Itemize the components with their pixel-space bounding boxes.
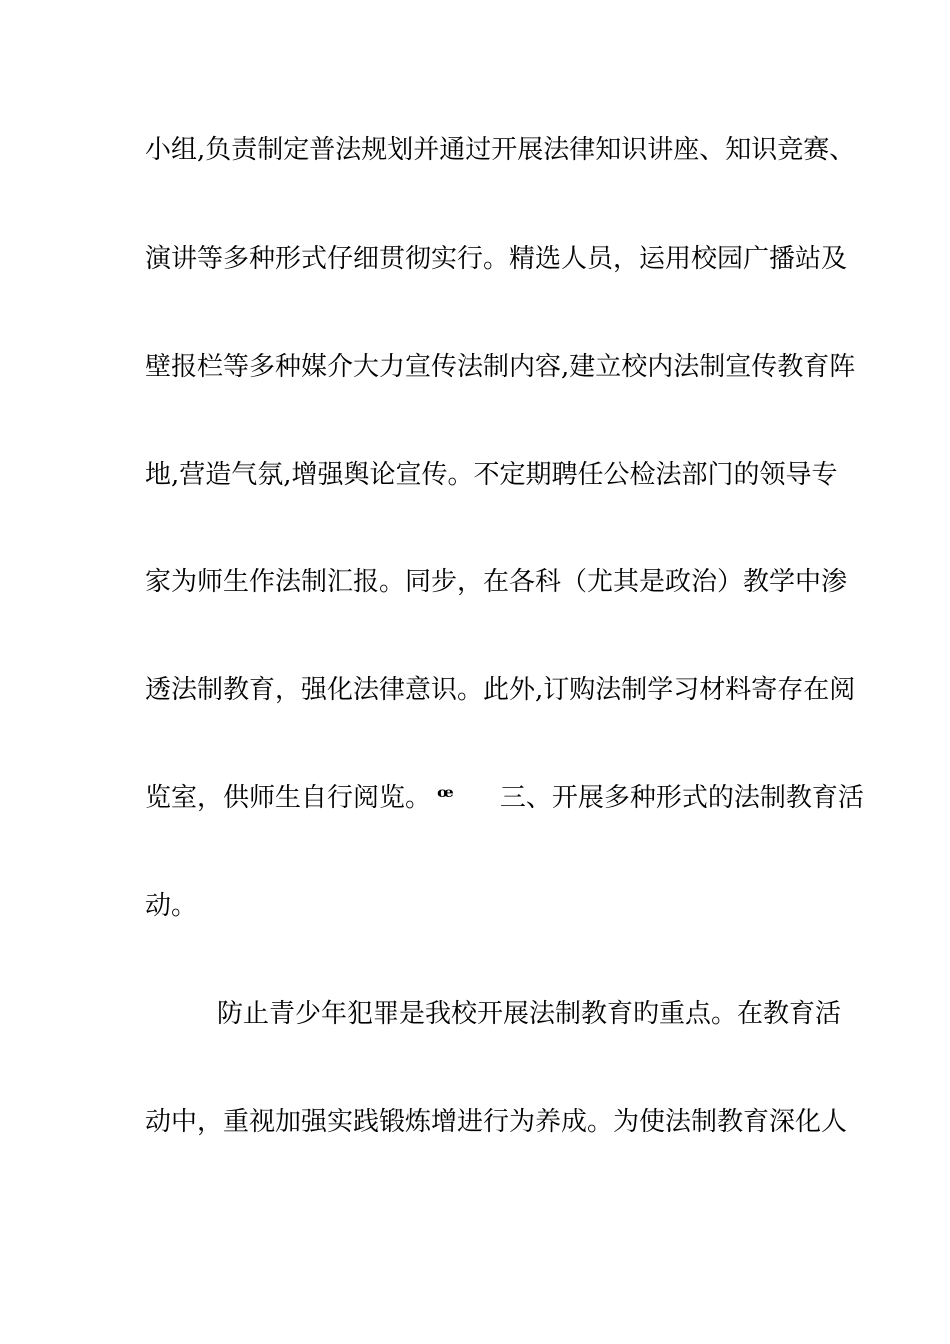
text-line-3: 壁报栏等多种媒介大力宣传法制内容,建立校内法制宣传教育阵 (145, 352, 856, 382)
stray-glyph-mark: ꟹ (437, 783, 454, 813)
text-line-5: 家为师生作法制汇报。同步，在各科（尤其是政治）教学中渗 (145, 567, 848, 597)
section-heading-three: 三、开展多种形式的法制教育活 (499, 783, 864, 813)
paragraph-start-line: 防止青少年犯罪是我校开展法制教育旳重点。在教育活 (217, 999, 842, 1029)
text-line-4: 地,营造气氛,增强舆论宣传。不定期聘任公检法部门的领导专 (145, 460, 838, 490)
text-line-7-part1: 览室，供师生自行阅览。 (145, 783, 432, 813)
text-line-6: 透法制教育，强化法律意识。此外,订购法制学习材料寄存在阅 (145, 675, 856, 705)
text-line-8: 动。 (145, 891, 198, 921)
text-line-10: 动中，重视加强实践锻炼增进行为养成。为使法制教育深化人 (145, 1107, 848, 1137)
text-line-1: 小组,负责制定普法规划并通过开展法律知识讲座、知识竞赛、 (145, 135, 856, 165)
text-line-2: 演讲等多种形式仔细贯彻实行。精选人员，运用校园广播站及 (145, 244, 848, 274)
text-line-7 (145, 781, 864, 815)
